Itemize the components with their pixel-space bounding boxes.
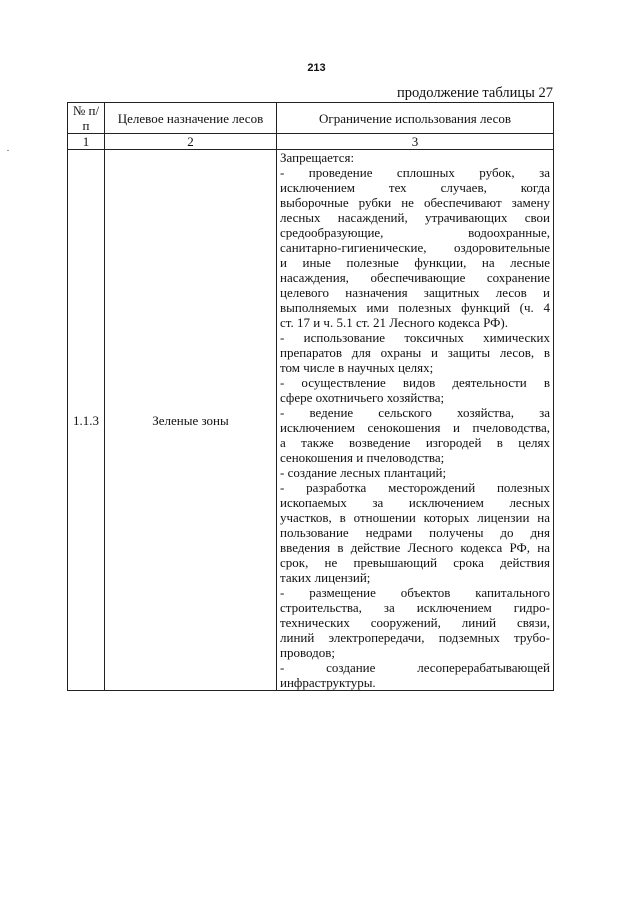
restriction-line: исключением сенокошения и пчеловодства,: [280, 420, 550, 435]
restriction-line: исключением тех случаев, когда: [280, 180, 550, 195]
restriction-line: лесных насаждений, утрачивающих свои: [280, 210, 550, 225]
header-restriction: Ограничение использования лесов: [277, 103, 554, 134]
restriction-line: а также возведение изгородей в целях: [280, 435, 550, 450]
table-row: [68, 150, 554, 691]
restriction-line: строительства, за исключением гидро-: [280, 600, 550, 615]
restriction-line: технических сооружений, линий связи,: [280, 615, 550, 630]
column-number-2: 2: [105, 134, 277, 150]
restriction-line: - создание лесных плантаций;: [280, 465, 447, 480]
restriction-line: препаратов для охраны и защиты лесов, в: [280, 345, 550, 360]
restriction-line: средообразующие, водоохранные,: [280, 225, 550, 240]
column-number-3: 3: [277, 134, 554, 150]
restriction-line: таких лицензий;: [280, 570, 371, 585]
column-number-1: 1: [68, 134, 105, 150]
restriction-line: линий электропередачи, подземных трубо-: [280, 630, 550, 645]
restriction-line: санитарно-гигиенические, оздоровительные: [280, 240, 550, 255]
scan-speck: [7, 150, 9, 151]
row-number: 1.1.3: [68, 150, 105, 691]
table-header-row: [68, 103, 554, 134]
restriction-line: введения в действие Лесного кодекса РФ, на: [280, 540, 550, 555]
restriction-line: инфраструктуры.: [280, 675, 376, 690]
restriction-line: - использование токсичных химических: [280, 330, 550, 345]
restriction-line: сфере охотничьего хозяйства;: [280, 390, 445, 405]
restriction-line: выполняемых ими полезных функций (ч. 4: [280, 300, 550, 315]
row-purpose: Зеленые зоны: [105, 150, 277, 691]
restriction-line: - разработка месторождений полезных: [280, 480, 550, 495]
restriction-line: проводов;: [280, 645, 335, 660]
restriction-line: - размещение объектов капитального: [280, 585, 550, 600]
row-restriction-text: [277, 150, 554, 691]
page-number: 213: [307, 62, 326, 74]
restriction-line: - ведение сельского хозяйства, за: [280, 405, 550, 420]
restriction-line: сенокошения и пчеловодства;: [280, 450, 445, 465]
table-continuation-caption: продолжение таблицы 27: [397, 85, 553, 101]
restriction-line: и иные полезные функции, на лесные: [280, 255, 550, 270]
restriction-line: - создание лесоперерабатывающей: [280, 660, 550, 675]
restrictions-table: [67, 102, 554, 691]
header-purpose: Целевое назначение лесов: [105, 103, 277, 134]
restriction-line: Запрещается:: [280, 150, 355, 165]
header-number: № п/п: [68, 103, 105, 134]
restriction-line: пользование недрами получены до дня: [280, 525, 550, 540]
restriction-line: срок, не превышающий срока действия: [280, 555, 550, 570]
restriction-line: участков, в отношении которых лицензии на: [280, 510, 550, 525]
restriction-line: ст. 17 и ч. 5.1 ст. 21 Лесного кодекса РФ).: [280, 315, 508, 330]
restriction-line: том числе в научных целях;: [280, 360, 434, 375]
restriction-line: насаждения, обеспечивающие сохранение: [280, 270, 550, 285]
restriction-line: ископаемых за исключением лесных: [280, 495, 550, 510]
column-numbers-row: [68, 134, 554, 150]
restriction-line: - проведение сплошных рубок, за: [280, 165, 550, 180]
restriction-line: целевого назначения защитных лесов и: [280, 285, 550, 300]
restriction-line: выборочные рубки не обеспечивают замену: [280, 195, 550, 210]
restriction-line: - осуществление видов деятельности в: [280, 375, 550, 390]
